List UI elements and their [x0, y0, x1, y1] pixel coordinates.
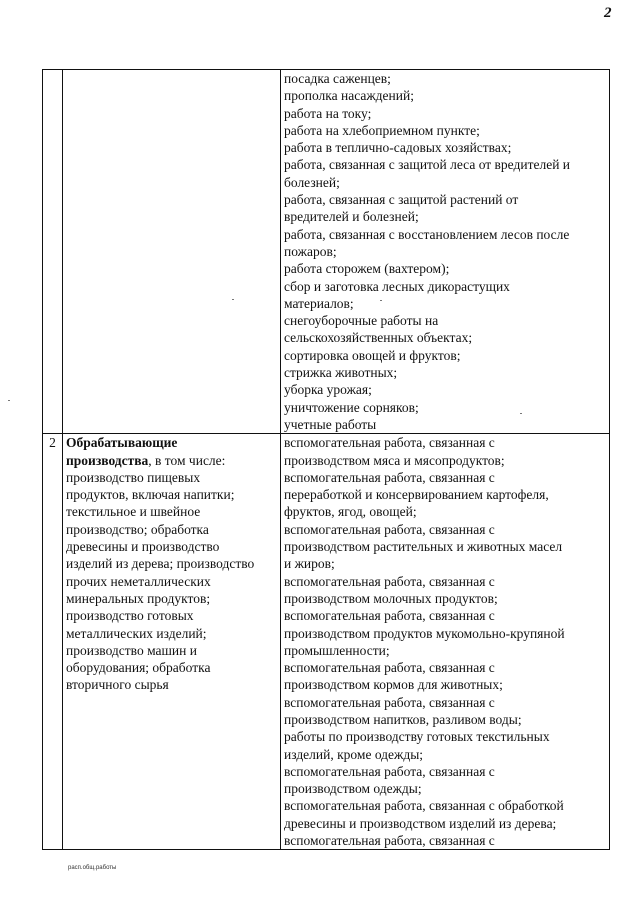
work-line: работа сторожем (вахтером); [284, 261, 450, 277]
activity-line: производство машин и [66, 642, 197, 658]
work-line: вспомогательная работа, связанная с [284, 763, 495, 779]
activity-line: вторичного сырья [66, 677, 169, 693]
work-types-cell [281, 70, 610, 434]
work-line: производством молочных продуктов; [284, 590, 498, 606]
activity-line: текстильное и швейное [66, 504, 201, 520]
page-number: 2 [604, 5, 612, 21]
table-row [43, 70, 610, 434]
work-line: болезней; [284, 174, 340, 190]
work-line: производством напитков, разливом воды; [284, 711, 522, 727]
work-line: работа, связанная с восстановлением лесов после [284, 226, 570, 242]
activity-cell [63, 434, 281, 850]
work-line: сельскохозяйственных объектах; [284, 330, 473, 346]
work-line: сортировка овощей и фруктов; [284, 347, 461, 363]
work-line: уборка урожая; [284, 382, 372, 398]
scan-speck [8, 400, 10, 401]
work-line: фруктов, ягод, овощей; [284, 504, 417, 520]
work-line: вспомогательная работа, связанная с [284, 608, 495, 624]
work-line: работа на току; [284, 105, 372, 121]
activity-cell [63, 70, 281, 434]
works-table [42, 69, 610, 850]
work-line: работы по производству готовых текстильных [284, 729, 550, 745]
activity-line: производство пищевых [66, 469, 201, 485]
work-types-cell [281, 434, 610, 850]
work-line: вспомогательная работа, связанная с [284, 521, 495, 537]
work-line: материалов; [284, 295, 354, 311]
work-line: посадка саженцев; [284, 71, 391, 86]
row-number-cell [43, 70, 63, 434]
work-line: вспомогательная работа, связанная с [284, 469, 495, 485]
work-line: прополка насаждений; [284, 88, 414, 104]
work-line: производством растительных и животных масел [284, 539, 563, 555]
work-line: и жиров; [284, 556, 335, 572]
work-line: работа, связанная с защитой растений от [284, 192, 519, 208]
work-line: стрижка животных; [284, 365, 398, 381]
work-line: вспомогательная работа, связанная с [284, 833, 495, 849]
work-line: уничтожение сорняков; [284, 399, 419, 415]
table-row [43, 434, 610, 850]
work-line: пожаров; [284, 243, 337, 259]
activity-line: производство готовых [66, 608, 194, 624]
activity-line: древесины и производство [66, 539, 220, 555]
work-line: изделий, кроме одежды; [284, 746, 424, 762]
work-line: сбор и заготовка лесных дикорастущих [284, 278, 510, 294]
scan-speck [232, 299, 234, 300]
work-line: работа, связанная с защитой леса от вредителей и [284, 157, 571, 173]
row-number-cell: 2 [43, 434, 63, 850]
work-line: древесины и производством изделий из дерева; [284, 815, 557, 831]
work-line: работа на хлебоприемном пункте; [284, 122, 480, 138]
activity-line: изделий из дерева; производство [66, 556, 255, 572]
work-line: работа в теплично-садовых хозяйствах; [284, 140, 512, 156]
work-line: переработкой и консервированием картофеля, [284, 487, 549, 503]
activity-line: металлических изделий; [66, 625, 207, 641]
activity-title: Обрабатывающие [66, 435, 178, 451]
work-line: снегоуборочные работы на [284, 313, 439, 329]
activity-line: прочих неметаллических [66, 573, 211, 589]
activity-line: оборудования; обработка [66, 660, 211, 676]
work-line: вспомогательная работа, связанная с [284, 694, 495, 710]
activity-line: производство; обработка [66, 521, 209, 537]
work-line: вспомогательная работа, связанная с [284, 573, 495, 589]
activity-line: продуктов, включая напитки; [66, 487, 235, 503]
work-line: производством мяса и мясопродуктов; [284, 452, 505, 468]
work-line: вредителей и болезней; [284, 209, 419, 225]
work-line: учетные работы [284, 416, 377, 432]
scan-speck [520, 413, 522, 414]
work-line: производством кормов для животных; [284, 677, 503, 693]
footer-label: расп.общ.работы [68, 865, 117, 871]
work-line: вспомогательная работа, связанная с [284, 660, 495, 676]
work-line: промышленности; [284, 642, 390, 658]
work-line: производством продуктов мукомольно-крупяной [284, 625, 565, 641]
work-line: вспомогательная работа, связанная с [284, 435, 495, 451]
work-line: вспомогательная работа, связанная с обработкой [284, 798, 564, 814]
activity-title: производства, в том числе: [66, 452, 226, 468]
activity-line: минеральных продуктов; [66, 590, 211, 606]
work-line: производством одежды; [284, 781, 422, 797]
scan-speck [380, 300, 382, 301]
